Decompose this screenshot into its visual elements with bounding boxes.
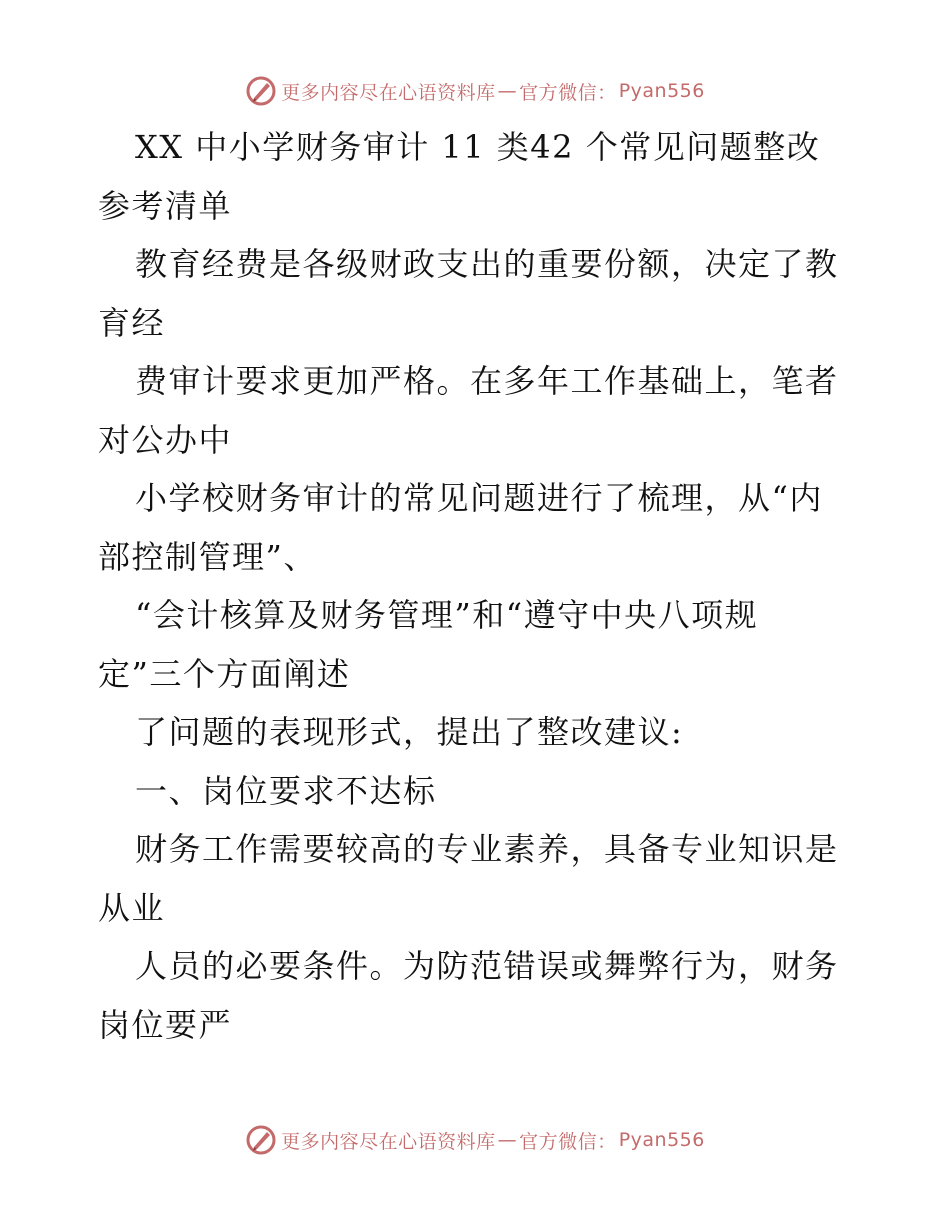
paragraph-line: 从业 — [98, 888, 166, 927]
title-line-2: 参考清单 — [98, 186, 233, 225]
paragraph-line: 财务工作需要较高的专业素养，具备专业知识是 — [135, 830, 839, 868]
section-heading: 一、岗位要求不达标 — [135, 771, 437, 810]
paragraph-line: 岗位要严 — [98, 1005, 233, 1044]
header-watermark — [0, 71, 950, 111]
watermark-contact-id: Pyan556 — [618, 80, 705, 102]
watermark-dash: — — [497, 80, 518, 102]
watermark-site-text: 更多内容尽在心语资料库 — [281, 81, 496, 104]
watermark-contact-label: 官方微信： — [519, 1130, 617, 1153]
paragraph-line: 部控制管理”、 — [98, 537, 317, 576]
paragraph-line: 费审计要求更加严格。在多年工作基础上，笔者 — [135, 362, 839, 400]
paragraph-line: “会计核算及财务管理”和“遵守中央八项规 — [135, 596, 759, 634]
pen-seal-icon — [245, 75, 277, 107]
pen-seal-icon — [245, 1124, 277, 1156]
paragraph-line: 对公办中 — [98, 420, 233, 459]
watermark-site-text: 更多内容尽在心语资料库 — [281, 1130, 496, 1153]
footer-watermark — [0, 1120, 950, 1160]
document-body — [0, 118, 950, 1054]
paragraph-line: 人员的必要条件。为防范错误或舞弊行为，财务 — [135, 947, 839, 985]
watermark-dash: — — [497, 1129, 518, 1151]
paragraph-line: 了问题的表现形式，提出了整改建议: — [135, 713, 684, 751]
paragraph-line: 育经 — [98, 303, 166, 342]
watermark-contact-id: Pyan556 — [618, 1129, 705, 1151]
paragraph-line: 定”三个方面阐述 — [98, 654, 351, 693]
watermark-contact-label: 官方微信： — [519, 81, 617, 104]
paragraph-line: 小学校财务审计的常见问题进行了梳理，从“内 — [135, 479, 823, 517]
paragraph-line: 教育经费是各级财政支出的重要份额，决定了教 — [135, 245, 839, 283]
title-line-1: XX 中小学财务审计 11 类42 个常见问题整改 — [135, 128, 821, 166]
